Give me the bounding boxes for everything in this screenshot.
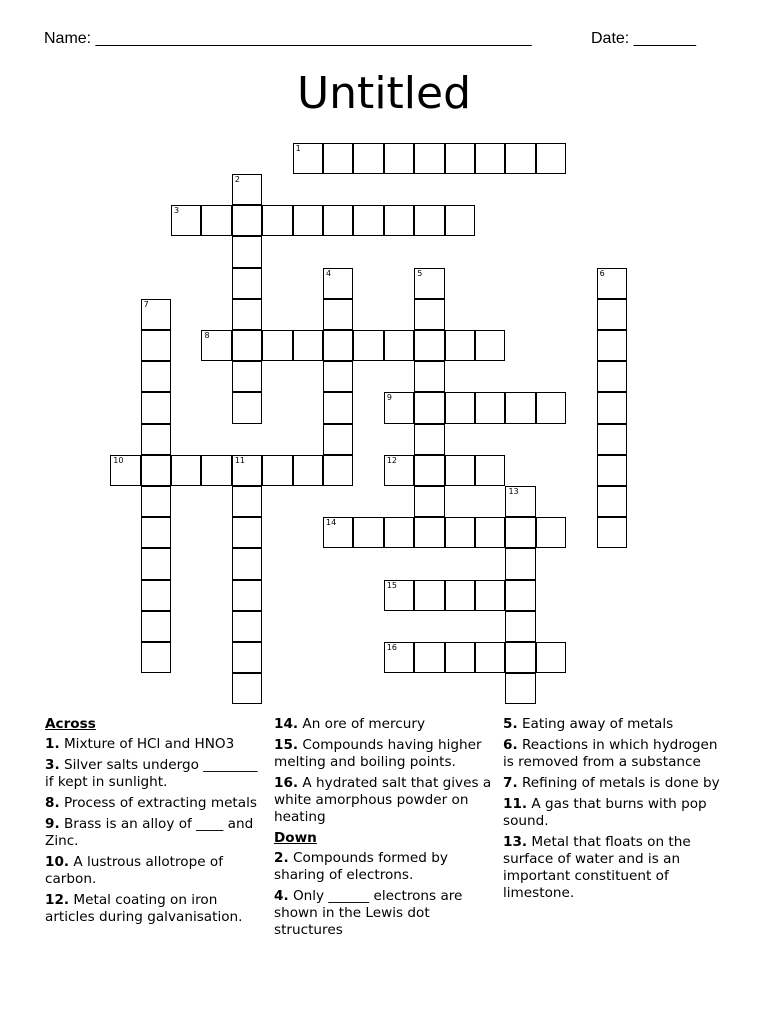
crossword-cell[interactable] <box>141 548 171 579</box>
clue-across-10: 10. A lustrous allotrope of carbon. <box>45 854 224 887</box>
crossword-cell[interactable] <box>475 455 505 486</box>
crossword-cell[interactable] <box>597 486 627 517</box>
crossword-cell[interactable] <box>384 642 414 673</box>
crossword-cell[interactable] <box>536 392 566 423</box>
clue-down-6: 6. Reactions in which hydrogen is removed from a substance <box>503 737 718 770</box>
crossword-cell[interactable] <box>414 424 444 455</box>
crossword-cell[interactable] <box>505 392 535 423</box>
crossword-cell[interactable] <box>536 642 566 673</box>
crossword-cell[interactable] <box>293 205 323 236</box>
clues-column-1 <box>45 716 265 930</box>
clue-across-12: 12. Metal coating on iron articles during galvanisation. <box>45 892 243 925</box>
crossword-cell[interactable] <box>353 330 383 361</box>
crossword-cell[interactable] <box>323 205 353 236</box>
crossword-cell[interactable] <box>201 330 231 361</box>
crossword-cell[interactable] <box>414 486 444 517</box>
crossword-cell[interactable] <box>323 330 353 361</box>
clues-column-3 <box>503 716 723 906</box>
crossword-cell[interactable] <box>232 361 262 392</box>
clue-down-4: 4. Only ______ electrons are shown in the Lewis dot structures <box>274 888 463 938</box>
crossword-cell[interactable] <box>171 205 201 236</box>
crossword-cell[interactable] <box>536 517 566 548</box>
clue-number: 10 <box>113 455 124 465</box>
crossword-cell[interactable] <box>475 517 505 548</box>
crossword-cell[interactable] <box>445 143 475 174</box>
clue-across-9: 9. Brass is an alloy of ____ and Zinc. <box>45 816 254 849</box>
crossword-cell[interactable] <box>232 174 262 205</box>
crossword-cell[interactable] <box>201 455 231 486</box>
across-heading: Across <box>45 716 96 732</box>
crossword-cell[interactable] <box>536 143 566 174</box>
crossword-cell[interactable] <box>414 268 444 299</box>
clue-number: 12 <box>386 455 398 465</box>
crossword-cell[interactable] <box>505 486 535 517</box>
crossword-cell[interactable] <box>232 486 262 517</box>
clue-down-5: 5. Eating away of metals <box>503 716 674 732</box>
clue-down-7: 7. Refining of metals is done by <box>503 775 720 791</box>
crossword-cell[interactable] <box>232 299 262 330</box>
crossword-cell[interactable] <box>445 642 475 673</box>
crossword-cell[interactable] <box>597 330 627 361</box>
crossword-cell[interactable] <box>323 517 353 548</box>
crossword-cell[interactable] <box>414 330 444 361</box>
clue-number: 5 <box>417 268 423 278</box>
crossword-cell[interactable] <box>353 205 383 236</box>
crossword-cell[interactable] <box>232 455 262 486</box>
crossword-cell[interactable] <box>597 392 627 423</box>
crossword-cell[interactable] <box>232 330 262 361</box>
down-heading: Down <box>274 830 317 846</box>
clue-number: 11 <box>234 455 246 465</box>
crossword-cell[interactable] <box>505 143 535 174</box>
page-title: Untitled <box>296 68 472 119</box>
crossword-cell[interactable] <box>262 455 292 486</box>
name-field: Name: _________________________________________________ <box>44 30 532 47</box>
crossword-cell[interactable] <box>384 143 414 174</box>
crossword-cell[interactable] <box>445 455 475 486</box>
crossword-cell[interactable] <box>505 580 535 611</box>
crossword-cell[interactable] <box>445 330 475 361</box>
crossword-cell[interactable] <box>475 642 505 673</box>
clue-number: 13 <box>508 486 519 496</box>
crossword-cell[interactable] <box>597 361 627 392</box>
crossword-cell[interactable] <box>232 392 262 423</box>
crossword-cell[interactable] <box>232 517 262 548</box>
crossword-cell[interactable] <box>475 143 505 174</box>
crossword-cell[interactable] <box>414 299 444 330</box>
clue-number: 15 <box>386 580 398 590</box>
crossword-cell[interactable] <box>232 548 262 579</box>
crossword-cell[interactable] <box>141 361 171 392</box>
crossword-cell[interactable] <box>232 673 262 704</box>
crossword-cell[interactable] <box>201 205 231 236</box>
crossword-cell[interactable] <box>232 205 262 236</box>
crossword-cell[interactable] <box>414 361 444 392</box>
crossword-cell[interactable] <box>445 580 475 611</box>
clue-across-8: 8. Process of extracting metals <box>45 795 257 811</box>
crossword-cell[interactable] <box>141 424 171 455</box>
crossword-cell[interactable] <box>475 330 505 361</box>
crossword-cell[interactable] <box>323 392 353 423</box>
crossword-cell[interactable] <box>475 580 505 611</box>
crossword-cell[interactable] <box>141 455 171 486</box>
clue-number: 6 <box>599 268 605 278</box>
clue-number: 7 <box>143 299 149 309</box>
crossword-cell[interactable] <box>505 548 535 579</box>
crossword-cell[interactable] <box>323 455 353 486</box>
crossword-cell[interactable] <box>475 392 505 423</box>
crossword-cell[interactable] <box>262 330 292 361</box>
crossword-cell[interactable] <box>141 517 171 548</box>
crossword-cell[interactable] <box>141 330 171 361</box>
crossword-cell[interactable] <box>505 611 535 642</box>
crossword-cell[interactable] <box>171 455 201 486</box>
crossword-cell[interactable] <box>232 580 262 611</box>
crossword-cell[interactable] <box>445 205 475 236</box>
crossword-cell[interactable] <box>110 455 140 486</box>
crossword-cell[interactable] <box>262 205 292 236</box>
crossword-cell[interactable] <box>505 673 535 704</box>
crossword-cell[interactable] <box>414 642 444 673</box>
date-field: Date: _______ <box>591 30 696 47</box>
crossword-cell[interactable] <box>384 455 414 486</box>
crossword-cell[interactable] <box>141 611 171 642</box>
clue-down-2: 2. Compounds formed by sharing of electrons. <box>274 850 448 883</box>
clue-across-1: 1. Mixture of HCl and HNO3 <box>45 736 235 752</box>
crossword-cell[interactable] <box>323 143 353 174</box>
clue-number: 16 <box>386 642 398 652</box>
crossword-cell[interactable] <box>293 330 323 361</box>
clue-number: 1 <box>295 143 301 153</box>
clue-across-3: 3. Silver salts undergo ________ if kept in sunlight. <box>45 757 258 790</box>
crossword-cell[interactable] <box>141 642 171 673</box>
crossword-cell[interactable] <box>414 455 444 486</box>
crossword-cell[interactable] <box>445 392 475 423</box>
crossword-cell[interactable] <box>232 611 262 642</box>
crossword-cell[interactable] <box>293 455 323 486</box>
crossword-cell[interactable] <box>597 455 627 486</box>
clue-across-16: 16. A hydrated salt that gives a white amorphous powder on heating <box>274 775 492 825</box>
clue-number: 3 <box>174 206 180 216</box>
crossword-cell[interactable] <box>384 580 414 611</box>
crossword-cell[interactable] <box>597 268 627 299</box>
crossword-cell[interactable] <box>141 580 171 611</box>
clue-across-14: 14. An ore of mercury <box>274 716 425 732</box>
crossword-cell[interactable] <box>384 330 414 361</box>
crossword-cell[interactable] <box>141 486 171 517</box>
crossword-cell[interactable] <box>232 642 262 673</box>
crossword-cell[interactable] <box>384 392 414 423</box>
crossword-cell[interactable] <box>232 268 262 299</box>
crossword-cell[interactable] <box>323 361 353 392</box>
crossword-cell[interactable] <box>414 517 444 548</box>
clue-down-13: 13. Metal that floats on the surface of water and is an important constituent of limestone. <box>503 834 691 901</box>
clue-number: 9 <box>386 393 392 403</box>
crossword-cell[interactable] <box>597 517 627 548</box>
crossword-cell[interactable] <box>293 143 323 174</box>
crossword-cell[interactable] <box>414 392 444 423</box>
crossword-cell[interactable] <box>232 236 262 267</box>
crossword-cell[interactable] <box>597 424 627 455</box>
crossword-cell[interactable] <box>505 517 535 548</box>
crossword-cell[interactable] <box>414 143 444 174</box>
crossword-cell[interactable] <box>141 299 171 330</box>
crossword-cell[interactable] <box>323 299 353 330</box>
clue-down-11: 11. A gas that burns with pop sound. <box>503 796 707 829</box>
crossword-cell[interactable] <box>384 205 414 236</box>
crossword-cell[interactable] <box>414 205 444 236</box>
clues-column-2 <box>274 716 494 943</box>
crossword-cell[interactable] <box>505 642 535 673</box>
crossword-cell[interactable] <box>445 517 475 548</box>
crossword-cell[interactable] <box>384 517 414 548</box>
clue-across-15: 15. Compounds having higher melting and boiling points. <box>274 737 482 770</box>
crossword-cell[interactable] <box>323 424 353 455</box>
crossword-cell[interactable] <box>141 392 171 423</box>
crossword-cell[interactable] <box>323 268 353 299</box>
crossword-cell[interactable] <box>353 143 383 174</box>
crossword-cell[interactable] <box>414 580 444 611</box>
clue-number: 8 <box>204 330 210 340</box>
crossword-cell[interactable] <box>353 517 383 548</box>
clue-number: 4 <box>326 268 332 278</box>
crossword-cell[interactable] <box>597 299 627 330</box>
clue-number: 2 <box>234 174 240 184</box>
clue-number: 14 <box>326 518 337 528</box>
